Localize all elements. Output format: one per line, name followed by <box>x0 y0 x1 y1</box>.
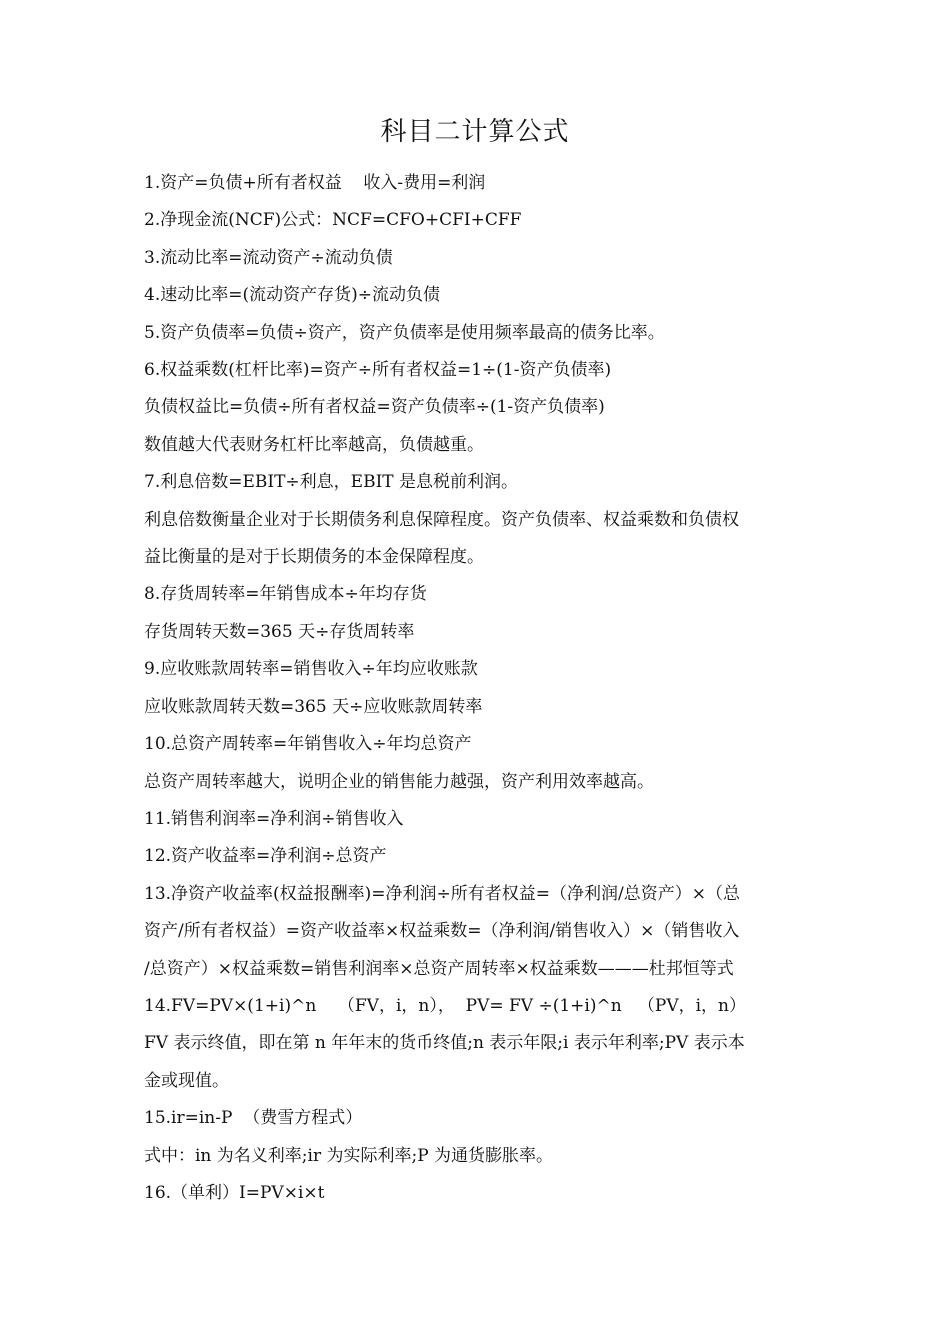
text-line: FV 表示终值，即在第 n 年年末的货币终值;n 表示年限;i 表示年利率;PV 表示本 <box>144 1033 745 1054</box>
text-line: 1.资产=负债+所有者权益 收入-费用=利润 <box>144 173 486 193</box>
text-line: 资产/所有者权益）=资产收益率×权益乘数=（净利润/销售收入）×（销售收入 <box>144 921 740 942</box>
document-title: 科目二计算公式 <box>380 117 570 147</box>
text-line: 12.资产收益率=净利润÷总资产 <box>144 846 387 867</box>
text-line: 13.净资产收益率(权益报酬率)=净利润÷所有者权益=（净利润/总资产）×（总 <box>144 883 741 904</box>
text-line: 存货周转天数=365 天÷存货周转率 <box>144 621 415 642</box>
text-line: 8.存货周转率=年销售成本÷年均存货 <box>144 584 427 605</box>
text-line: 16.（单利）I=PV×i×t <box>144 1182 325 1203</box>
document-body <box>144 165 809 1212</box>
text-line: /总资产）×权益乘数=销售利润率×总资产周转率×权益乘数———杜邦恒等式 <box>144 958 734 979</box>
text-line: 10.总资产周转率=年销售收入÷年均总资产 <box>144 734 472 755</box>
text-line: 数值越大代表财务杠杆比率越高，负债越重。 <box>144 434 484 455</box>
text-line: 4.速动比率=(流动资产存货)÷流动负债 <box>144 285 440 306</box>
text-line: 负债权益比=负债÷所有者权益=资产负债率÷(1-资产负债率) <box>144 397 605 418</box>
text-line: 式中：in 为名义利率;ir 为实际利率;P 为通货膨胀率。 <box>144 1145 554 1166</box>
text-line: 应收账款周转天数=365 天÷应收账款周转率 <box>144 696 483 717</box>
text-line: 9.应收账款周转率=销售收入÷年均应收账款 <box>144 659 478 680</box>
text-line: 金或现值。 <box>144 1070 229 1091</box>
text-line: 益比衡量的是对于长期债务的本金保障程度。 <box>144 547 484 568</box>
text-line: 总资产周转率越大，说明企业的销售能力越强，资产利用效率越高。 <box>144 771 654 792</box>
text-line: 6.权益乘数(杠杆比率)=资产÷所有者权益=1÷(1-资产负债率) <box>144 360 612 381</box>
text-line: 14.FV=PV×(1+i)^n （FV，i，n）， PV= FV ÷(1+i)^n （PV，i，n） <box>144 995 746 1016</box>
text-line: 11.销售利润率=净利润÷销售收入 <box>144 808 404 829</box>
text-line: 3.流动比率=流动资产÷流动负债 <box>144 247 393 268</box>
text-line: 5.资产负债率=负债÷资产，资产负债率是使用频率最高的债务比率。 <box>144 322 665 343</box>
text-line: 2.净现金流(NCF)公式：NCF=CFO+CFI+CFF <box>144 210 522 231</box>
text-line: 利息倍数衡量企业对于长期债务利息保障程度。资产负债率、权益乘数和负债权 <box>144 509 739 530</box>
text-line: 15.ir=in-P （费雪方程式） <box>144 1108 363 1129</box>
text-line: 7.利息倍数=EBIT÷利息，EBIT 是息税前利润。 <box>144 472 519 493</box>
